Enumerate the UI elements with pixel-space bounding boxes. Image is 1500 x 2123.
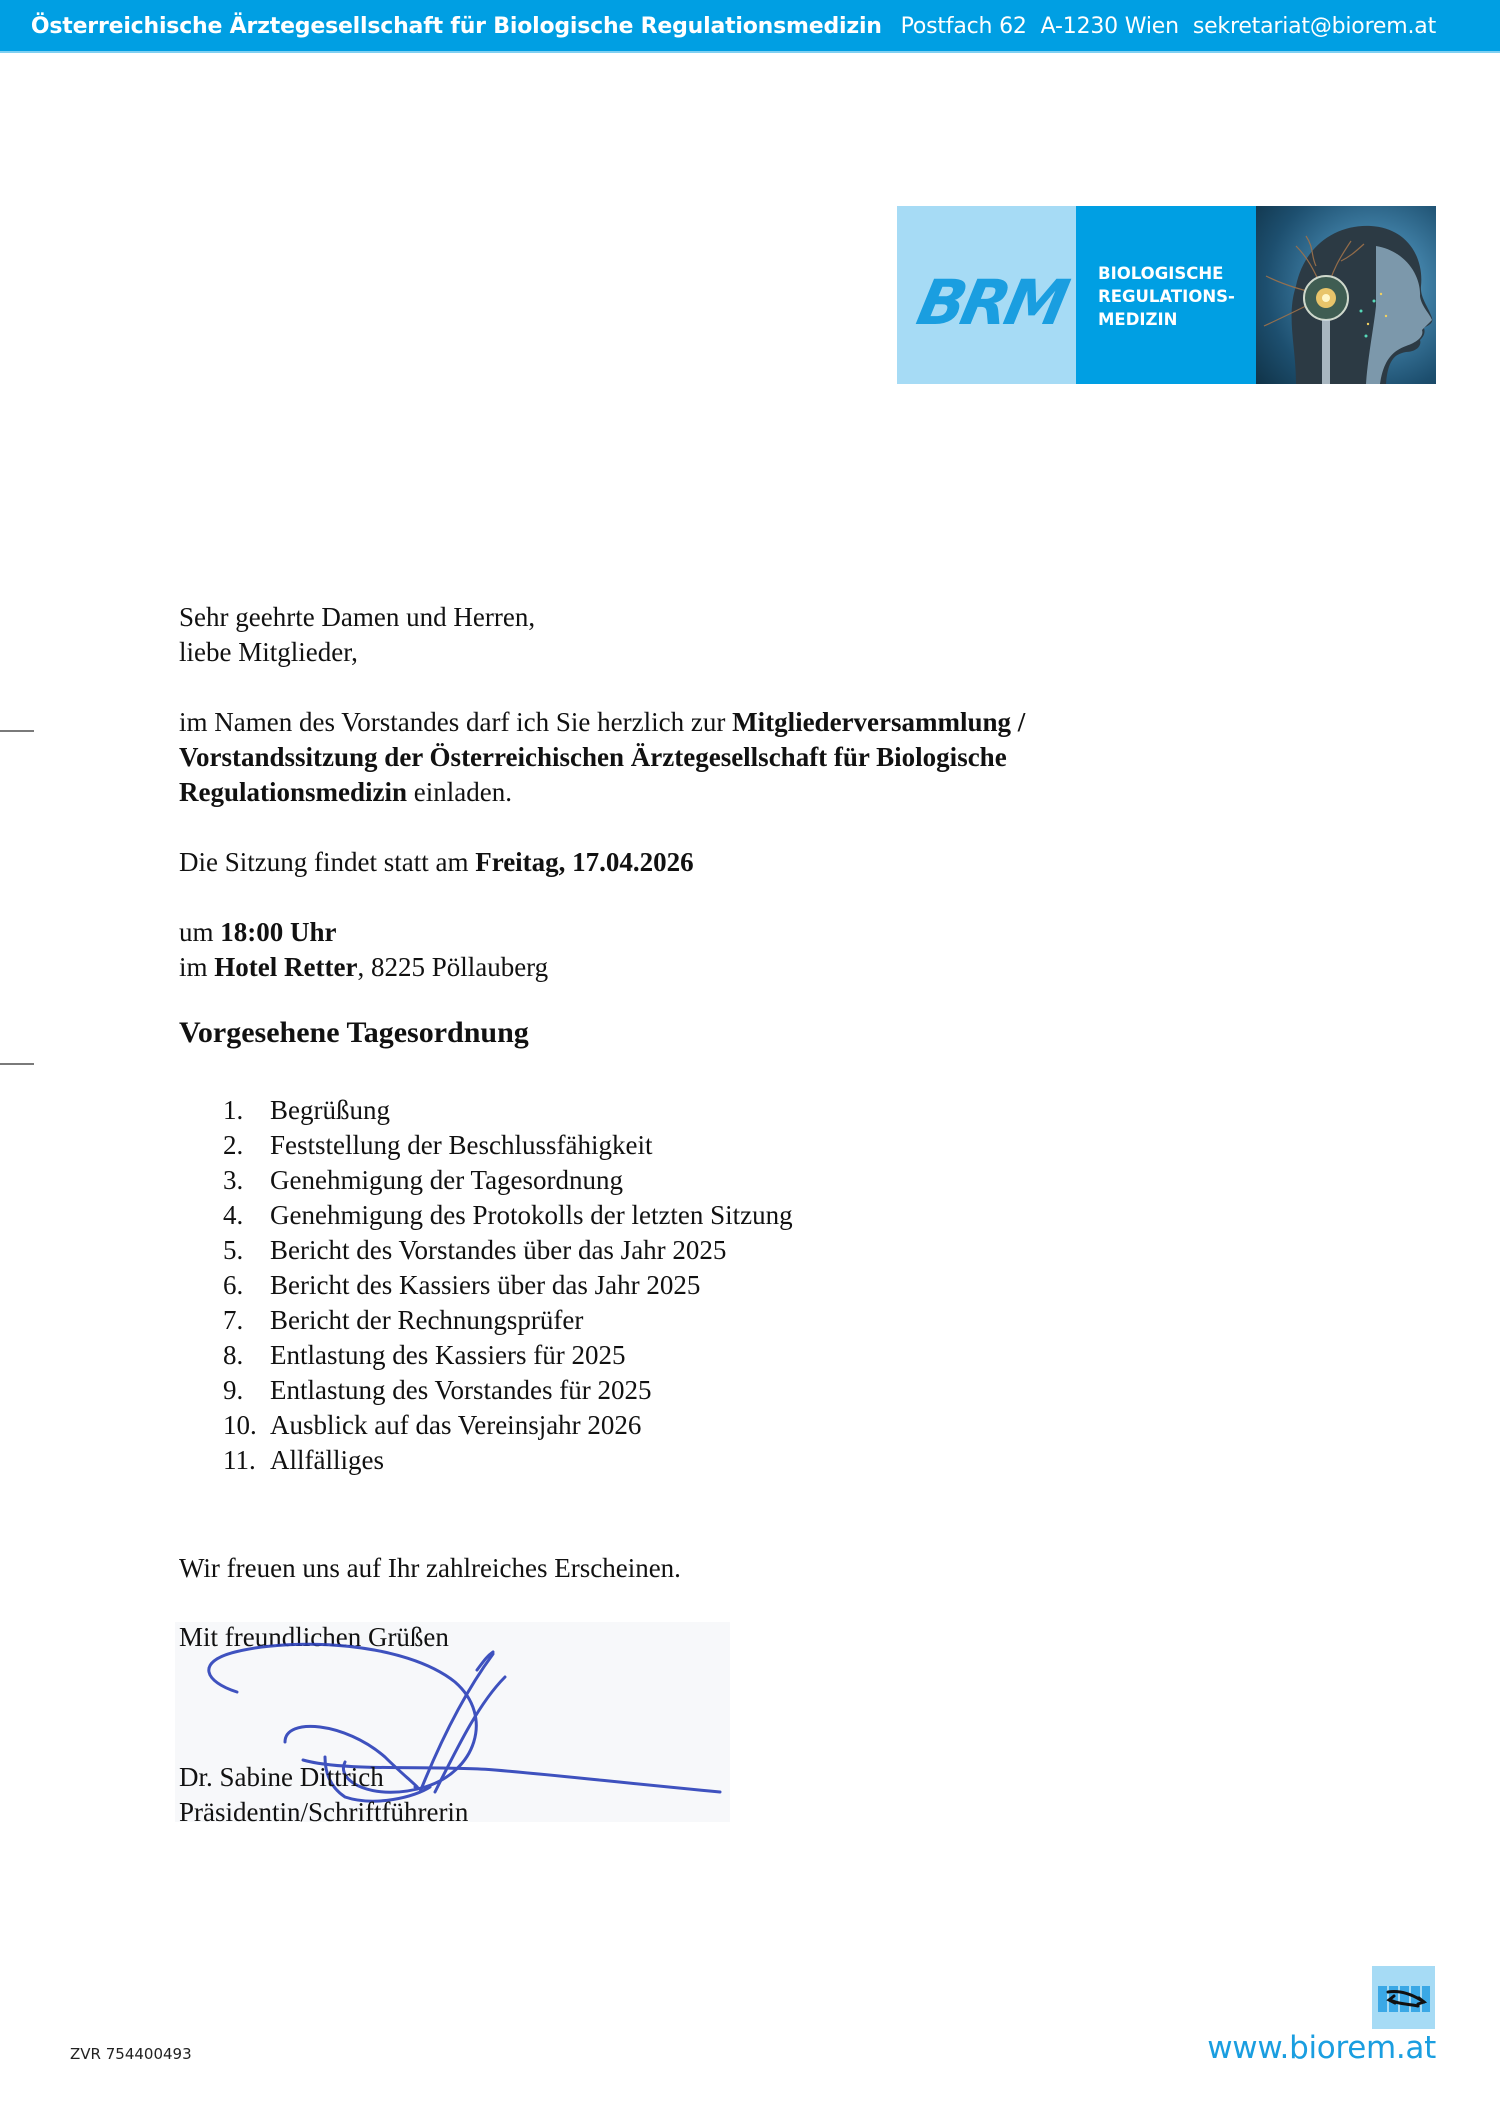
letterhead-text [31,14,1436,39]
agenda-item: 5. Bericht des Vorstandes über das Jahr 2025 [223,1235,727,1265]
agenda-item: 11. Allfälliges [223,1445,384,1475]
closing-sentence: Wir freuen uns auf Ihr zahlreiches Erscheinen. [179,1553,681,1583]
signer-role: Präsidentin/Schriftführerin [179,1797,469,1827]
brm-logo-text-panel [1076,206,1256,384]
salutation-members: liebe Mitglieder, [179,637,358,667]
agenda-item: 10. Ausblick auf das Vereinsjahr 2026 [223,1410,642,1440]
meeting-time: um 18:00 Uhr [179,917,337,947]
registry-number: ZVR 754400493 [70,2045,192,2063]
agenda-item: 7. Bericht der Rechnungsprüfer [223,1305,584,1335]
meeting-name: Mitgliederversammlung / Vorstandssitzung der Österreichischen Ärztegesellschaft für Biologische Regulationsmedizin [179,707,1026,807]
postal-city: A-1230 Wien [1040,14,1179,39]
salutation: Sehr geehrte Damen und Herren, [179,602,536,632]
meeting-date: Die Sitzung findet statt am Freitag, 17.04.2026 [179,847,694,877]
organization-address [901,14,1436,39]
agenda-item: 1. Begrüßung [223,1095,390,1125]
agenda-list [223,1093,793,1478]
invitation-paragraph: im Namen des Vorstandes darf ich Sie herzlich zur Mitgliederversammlung / Vorstandssitzung der Österreichischen Ärztegesellschaft für Biologische Regulationsmedizin einladen. [179,707,1026,807]
regulation-arrows-icon [1372,1966,1435,2029]
contact-email[interactable]: sekretariat@biorem.at [1192,14,1436,39]
regards: Mit freundlichen Grüßen [179,1622,449,1652]
agenda-item: 2. Feststellung der Beschlussfähigkeit [223,1130,653,1160]
face-profile-icon [1256,206,1436,384]
agenda-item: 3. Genehmigung der Tagesordnung [223,1165,624,1195]
brain-face-illustration [1256,206,1436,384]
signer-name: Dr. Sabine Dittrich [179,1762,384,1792]
agenda-item: 4. Genehmigung des Protokolls der letzten Sitzung [223,1200,793,1230]
brm-logo-banner [897,206,1436,384]
meeting-venue: im Hotel Retter, 8225 Pöllauberg [179,952,549,982]
brm-logo-text [1098,262,1235,331]
logo-text-line: MEDIZIN [1098,310,1178,329]
letter-body [179,600,1179,1053]
fold-mark [0,1063,34,1065]
logo-text-line: REGULATIONS- [1098,287,1235,306]
website-link[interactable]: www.biorem.at [1207,2030,1436,2066]
agenda-item: 6. Bericht des Kassiers über das Jahr 2025 [223,1270,701,1300]
agenda-item: 9. Entlastung des Vorstandes für 2025 [223,1375,652,1405]
brm-logo-mark: BRM [911,266,1072,339]
organization-name: Österreichische Ärztegesellschaft für Biologische Regulationsmedizin [30,14,882,39]
signer-block [179,1760,468,1830]
po-box: Postfach 62 [900,14,1027,39]
fold-mark [0,730,34,732]
letterhead-bar [0,0,1500,53]
logo-text-line: BIOLOGISCHE [1098,264,1224,283]
brm-logo-mark-panel [897,206,1076,384]
agenda-item: 8. Entlastung des Kassiers für 2025 [223,1340,626,1370]
agenda-heading: Vorgesehene Tagesordnung [179,1016,529,1049]
footer-logo [1372,1966,1435,2029]
